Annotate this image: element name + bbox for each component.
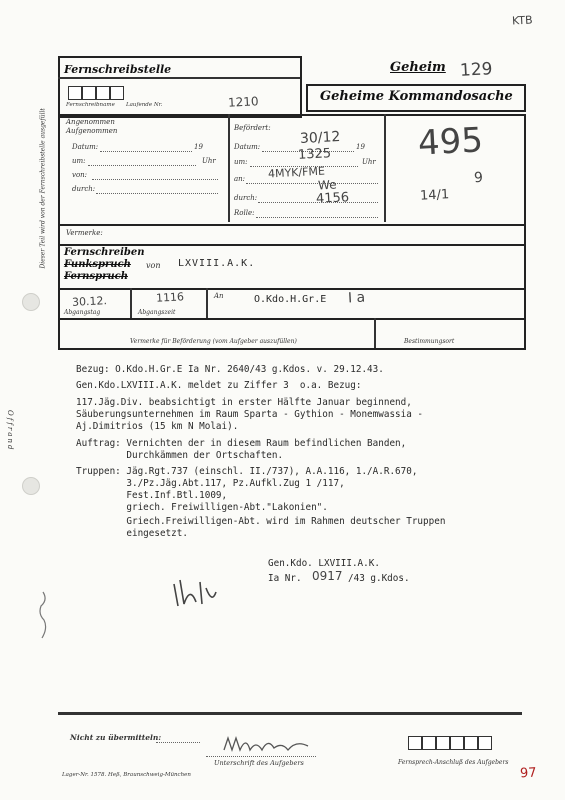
signature-scribble xyxy=(222,734,312,756)
divider xyxy=(130,288,132,318)
signature-line-2-number: 0917 xyxy=(312,569,343,583)
kommandosache-label: Geheime Kommandosache xyxy=(320,89,513,104)
code-cell-1[interactable] xyxy=(68,86,82,100)
body-line-2: Gen.Kdo.LXVIII.A.K. meldet zu Ziffer 3 o.a. Bezug: xyxy=(76,380,362,391)
handwritten-fraction: 14/1 xyxy=(419,187,450,204)
divider xyxy=(206,288,208,318)
divider xyxy=(58,712,522,715)
body-line-9: 3./Pz.Jäg.Abt.117, Pz.Aufkl.Zug 1 /117, xyxy=(76,478,345,489)
page-number-hand: 97 xyxy=(519,765,537,782)
dotted-line xyxy=(206,756,316,757)
received-durch-label: durch: xyxy=(72,185,96,193)
body-line-1: Bezug: O.Kdo.H.Gr.E Ia Nr. 2640/43 g.Kdos. v. 29.12.43. xyxy=(76,364,384,375)
punch-hole-bottom xyxy=(22,477,40,495)
forwarded-an-value: 4MYK/FME xyxy=(267,164,326,181)
an-handwritten: I a xyxy=(347,289,366,307)
received-von-label: von: xyxy=(72,171,88,179)
von-label: von xyxy=(146,261,161,270)
vermerke-label: Vermerke: xyxy=(66,229,103,237)
geheim-number: 129 xyxy=(459,59,493,81)
laufende-nr-label: Laufende Nr. xyxy=(126,102,163,108)
phone-cell-3[interactable] xyxy=(436,736,450,750)
body-line-6: Auftrag: Vernichten der in diesem Raum befindlichen Banden, xyxy=(76,438,407,449)
forwarded-an-label: an: xyxy=(234,175,246,183)
handwritten-small: 9 xyxy=(473,169,484,187)
phone-cell-1[interactable] xyxy=(408,736,422,750)
fernschreibstelle-label: Fernschreibstelle xyxy=(64,63,172,76)
aufgenommen-label: Aufgenommen xyxy=(66,127,118,135)
rolle-label: Rolle: xyxy=(234,209,255,217)
an-value: O.Kdo.H.Gr.E xyxy=(254,294,327,305)
received-um-label: um: xyxy=(72,157,86,165)
received-year: 19 xyxy=(194,143,203,151)
bestimmungsort-label: Bestimmungsort xyxy=(404,338,455,345)
body-line-7: Durchkämmen der Ortschaften. xyxy=(76,450,284,461)
punch-hole-top xyxy=(22,293,40,311)
body-line-13: eingesetzt. xyxy=(76,528,188,539)
forwarded-durch-value: We xyxy=(317,177,337,193)
margin-scribble xyxy=(36,590,50,640)
body-line-4: Säuberungsunternehmen im Raum Sparta - Gythion - Monemwassia - xyxy=(76,409,424,420)
phone-cell-5[interactable] xyxy=(464,736,478,750)
forwarded-uhr-label: Uhr xyxy=(362,158,376,166)
lager-label: Lager-Nr. 1578. Heß, Braunschweig-München xyxy=(62,772,191,778)
abgangstag-label: Abgangstag xyxy=(64,309,101,316)
forwarded-um-label: um: xyxy=(234,158,248,166)
forwarded-year: 19 xyxy=(356,143,365,151)
geheim-label: Geheim xyxy=(390,60,446,75)
signature-line-2-suffix: /43 g.Kdos. xyxy=(348,573,410,584)
fernspruch-label: Fernspruch xyxy=(64,271,128,282)
code-cell-3[interactable] xyxy=(96,86,110,100)
funkspruch-label: Funkspruch xyxy=(64,259,131,270)
angenommen-label: Angenommen xyxy=(66,118,115,126)
dotted-line xyxy=(100,151,192,152)
vertical-note: Dieser Teil wird von der Fernschreibstelle ausgefüllt xyxy=(39,108,47,269)
body-line-8: Truppen: Jäg.Rgt.737 (einschl. II./737), A.A.116, 1./A.R.670, xyxy=(76,466,418,477)
divider xyxy=(384,114,386,222)
handwritten-number: 1210 xyxy=(227,94,259,110)
divider xyxy=(58,77,300,79)
vermerke-row xyxy=(58,222,526,246)
forwarded-datum-value: 30/12 xyxy=(299,128,341,148)
code-cell-4[interactable] xyxy=(110,86,124,100)
handwritten-initials xyxy=(170,574,220,614)
fernschreiben-label: Fernschreiben xyxy=(64,247,145,258)
vermerke-befoerderung-row xyxy=(58,318,526,350)
forwarded-durch-value-2: 4156 xyxy=(315,190,350,207)
abgangstag-value: 30.12. xyxy=(71,294,108,309)
phone-cell-2[interactable] xyxy=(422,736,436,750)
von-value: LXVIII.A.K. xyxy=(178,258,256,269)
signature-line-2-prefix: Ia Nr. xyxy=(268,573,302,584)
code-cell-2[interactable] xyxy=(82,86,96,100)
an-label: An xyxy=(214,292,224,300)
forwarded-durch-label: durch: xyxy=(234,194,258,202)
divider xyxy=(374,318,376,348)
body-line-5: Aj.Dimitrios (15 km N Molai). xyxy=(76,421,239,432)
dotted-line xyxy=(256,217,378,218)
fernsprech-label: Fernsprech-Anschluß des Aufgebers xyxy=(398,759,509,766)
forwarded-datum-label: Datum: xyxy=(234,143,261,151)
divider xyxy=(228,114,230,222)
body-line-10: Fest.Inf.Btl.1009, xyxy=(76,490,228,501)
dotted-line xyxy=(88,165,196,166)
phone-cell-6[interactable] xyxy=(478,736,492,750)
abgangszeit-label: Abgangszeit xyxy=(138,309,176,316)
abgangszeit-value: 1116 xyxy=(155,290,185,305)
received-uhr-label: Uhr xyxy=(202,157,216,165)
handwritten-big-number: 495 xyxy=(416,120,484,164)
signature-line-1: Gen.Kdo. LXVIII.A.K. xyxy=(268,558,380,569)
fernschreibname-label: Fernschreibname xyxy=(66,102,115,108)
dotted-line xyxy=(246,183,378,184)
dotted-line xyxy=(96,193,218,194)
nicht-zu-uebermitteln: Nicht zu übermitteln: xyxy=(70,733,162,742)
unterschrift-label: Unterschrift des Aufgebers xyxy=(214,759,304,767)
vermerke-befoerderung-label: Vermerke für Beförderung (vom Aufgeber auszufüllen) xyxy=(130,338,297,345)
body-line-11: griech. Freiwilligen-Abt."Lakonien". xyxy=(76,502,328,513)
dotted-line xyxy=(156,742,200,743)
forwarded-um-value: 1325 xyxy=(297,146,332,163)
befoerdert-label: Befördert: xyxy=(234,124,271,132)
body-line-12: Griech.Freiwilligen-Abt. wird im Rahmen deutscher Truppen xyxy=(76,516,446,527)
body-line-3: 117.Jäg.Div. beabsichtigt in erster Hälfte Januar beginnend, xyxy=(76,397,412,408)
margin-label: Offrand xyxy=(6,410,14,452)
archive-stamp: KTB xyxy=(511,13,533,28)
phone-cell-4[interactable] xyxy=(450,736,464,750)
dotted-line xyxy=(92,179,218,180)
dotted-line xyxy=(258,202,378,203)
received-datum-label: Datum: xyxy=(72,143,99,151)
